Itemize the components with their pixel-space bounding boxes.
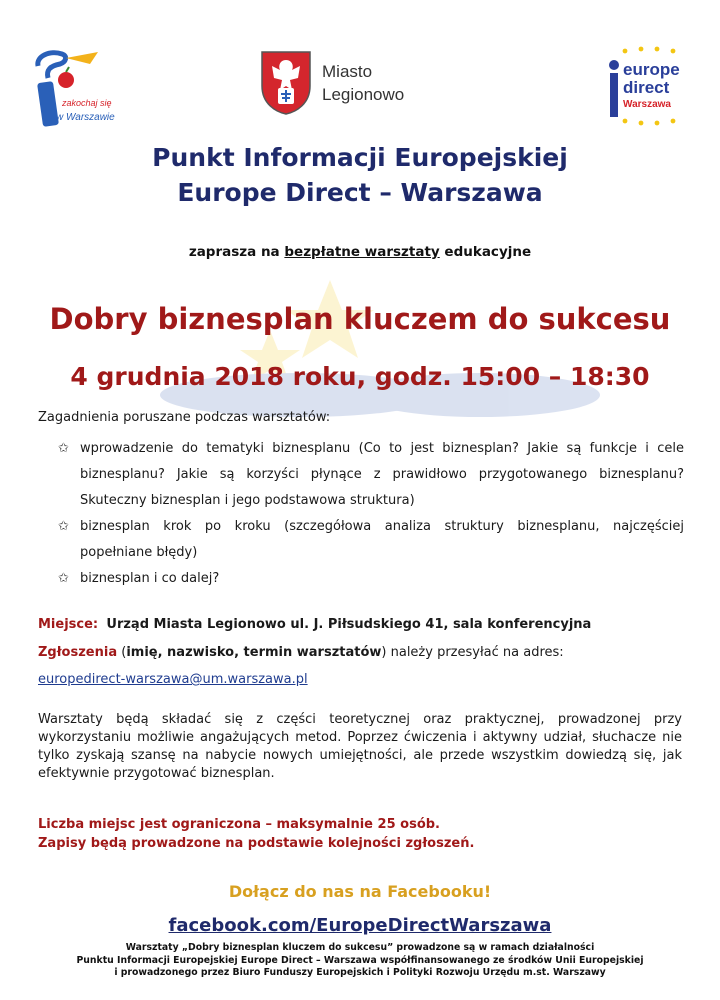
title-line-1: Punkt Informacji Europejskiej: [152, 143, 568, 172]
facebook-join: Dołącz do nas na Facebooku!: [228, 882, 492, 901]
topics-list: [58, 436, 684, 592]
email-link[interactable]: europedirect-warszawa@um.warszawa.pl: [38, 672, 308, 687]
event-title: Dobry biznesplan kluczem do sukcesu: [49, 302, 671, 336]
apply-label: Zgłoszenia: [38, 645, 118, 660]
place-label: Miejsce:: [38, 617, 99, 632]
svg-text:w Warszawie: w Warszawie: [56, 112, 115, 123]
limit-line-1: Liczba miejsc jest ograniczona – maksymalnie 25 osób.: [38, 817, 440, 832]
list-item: [58, 566, 684, 592]
footer-note: [0, 942, 720, 980]
invite-before: zaprasza na: [188, 244, 285, 260]
facebook-link[interactable]: facebook.com/EuropeDirectWarszawa: [168, 915, 552, 936]
invite-line: [0, 244, 720, 260]
legionowo-logo: [260, 50, 440, 120]
apply-paren-open: (: [117, 645, 127, 660]
place-line: [38, 617, 591, 632]
miasto-text: Miasto: [322, 62, 373, 81]
footer-line-1: Warsztaty „Dobry biznesplan kluczem do sukcesu” prowadzone są w ramach działalności: [125, 942, 595, 953]
list-item: [58, 436, 684, 514]
topics-heading: Zagadnienia poruszane podczas warsztatów:: [38, 410, 331, 425]
footer-line-3: i prowadzonego przez Biuro Funduszy Europejskich i Polityki Rozwoju Urzędu m.st. Warszawy: [114, 967, 606, 978]
limit-notice: [38, 815, 474, 853]
apply-fields: imię, nazwisko, termin warsztatów: [126, 645, 382, 660]
list-item: [58, 514, 684, 566]
europe-direct-logo: [605, 45, 693, 127]
list-item-text: biznesplan krok po kroku (szczegółowa analiza struktury biznesplanu, najczęściej popełniane błędy): [80, 519, 684, 560]
invite-after: edukacyjne: [439, 244, 532, 260]
apply-rest: ) należy przesyłać na adres:: [381, 645, 564, 660]
event-date: 4 grudnia 2018 roku, godz. 15:00 – 18:30: [70, 362, 650, 391]
star-bullet-icon: ✩: [58, 571, 69, 586]
svg-text:Warszawa: Warszawa: [623, 99, 671, 110]
europe-watermark: [150, 270, 620, 420]
invite-underlined: bezpłatne warsztaty: [284, 244, 440, 260]
place-value: Urząd Miasta Legionowo ul. J. Piłsudskiego 41, sala konferencyjna: [106, 617, 592, 632]
list-item-text: biznesplan i co dalej?: [80, 571, 220, 586]
star-bullet-icon: ✩: [58, 519, 69, 534]
zakochaj-sie-w-warszawie-logo: [28, 48, 115, 138]
svg-text:europe: europe: [623, 60, 680, 79]
legionowo-crest-icon: [260, 50, 312, 116]
svg-text:zakochaj się: zakochaj się: [62, 98, 112, 108]
legionowo-text: Legionowo: [322, 85, 405, 104]
list-item-text: wprowadzenie do tematyki biznesplanu (Co to jest biznesplan? Jakie są funkcje i cele biznesplanu? Jakie są korzyści płynące z prawidłowo przygotowanego biznesplanu? Skuteczny biznesplan i jego podstawowa struktura): [80, 441, 684, 508]
svg-text:direct: direct: [623, 78, 670, 97]
title-line-2: Europe Direct – Warszawa: [177, 178, 543, 207]
limit-line-2: Zapisy będą prowadzone na podstawie kolejności zgłoszeń.: [38, 836, 475, 851]
description-paragraph: Warsztaty będą składać się z części teoretycznej oraz praktycznej, prowadzonej przy wykorzystaniu możliwie angażujących metod. Poprzez ćwiczenia i aktywny udział, słuchacze nie tylko zyskają szansę na nabycie nowych umiejętności, ale przede wszystkim dowiedzą się, jak efektywnie przygotować biznesplan.: [38, 712, 682, 781]
apply-line: [38, 645, 564, 660]
star-bullet-icon: ✩: [58, 441, 69, 456]
page-title: [0, 140, 720, 210]
footer-line-2: Punktu Informacji Europejskiej Europe Direct – Warszawa współfinansowanego ze środków Unii Europejskiej: [76, 954, 644, 966]
